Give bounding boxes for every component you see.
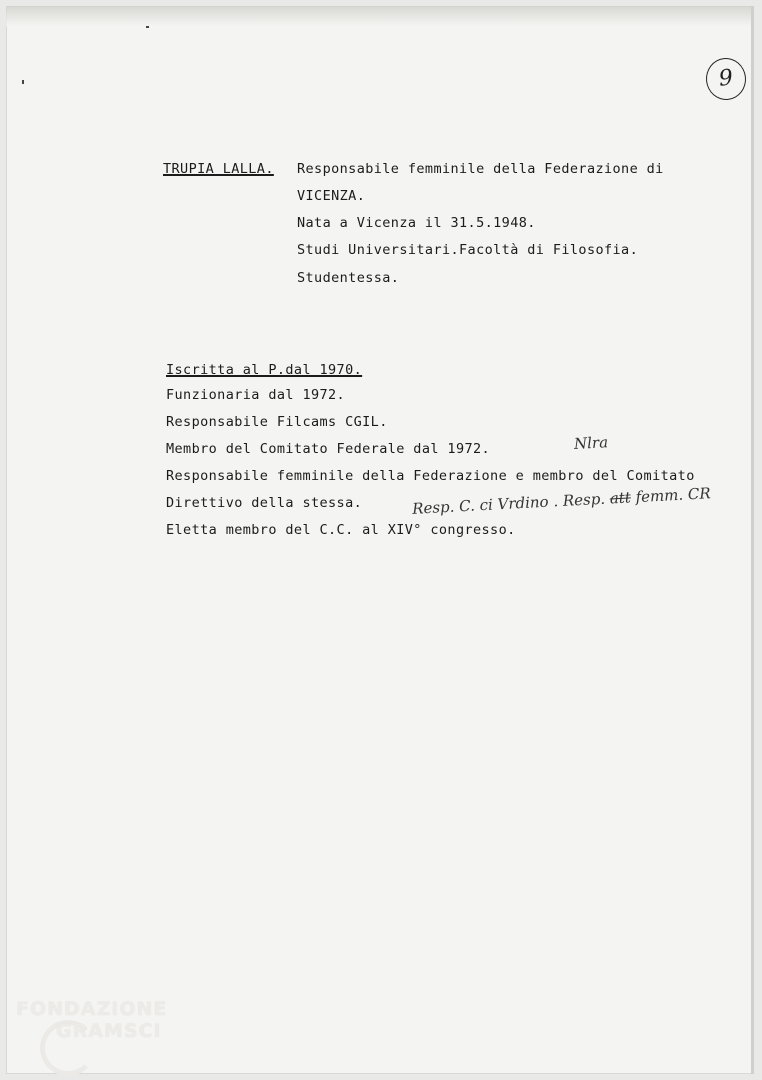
- career-line: Direttivo della stessa.: [166, 495, 363, 511]
- handwritten-note: [412, 484, 711, 518]
- career-line: Membro del Comitato Federale dal 1972.: [166, 441, 491, 457]
- career-line: Responsabile Filcams CGIL.: [166, 414, 388, 430]
- watermark-line: GRAMSCI: [56, 1020, 162, 1042]
- profile-line: Responsabile femminile della Federazione di: [297, 161, 664, 177]
- scan-speck: [22, 80, 24, 84]
- scan-speck: [146, 26, 149, 28]
- profile-line: Studi Universitari.Facoltà di Filosofia.: [297, 242, 639, 258]
- profile-line: Nata a Vicenza il 31.5.1948.: [297, 215, 536, 231]
- handwritten-note-part: femm. CR: [635, 484, 712, 507]
- document-page: [6, 6, 754, 1074]
- watermark-line: FONDAZIONE: [16, 998, 168, 1020]
- scan-right-edge: [751, 6, 754, 1074]
- career-line: Responsabile femminile della Federazione e membro del Comitato: [166, 468, 695, 484]
- page-number: 9: [704, 56, 748, 102]
- career-line: Funzionaria dal 1972.: [166, 387, 346, 403]
- career-line: Eletta membro del C.C. al XIV° congresso.: [166, 522, 516, 538]
- handwritten-note: Nlra: [573, 433, 609, 453]
- profile-line: VICENZA.: [297, 188, 366, 204]
- handwritten-strikethrough: att: [609, 488, 632, 508]
- watermark: [16, 998, 167, 1042]
- career-heading: Iscritta al P.dal 1970.: [166, 362, 363, 378]
- handwritten-note-part: Resp. C. ci Vrdino . Resp.: [411, 489, 606, 518]
- person-name: TRUPIA LALLA.: [163, 161, 274, 177]
- scan-top-edge: [6, 6, 754, 26]
- profile-line: Studentessa.: [297, 270, 400, 286]
